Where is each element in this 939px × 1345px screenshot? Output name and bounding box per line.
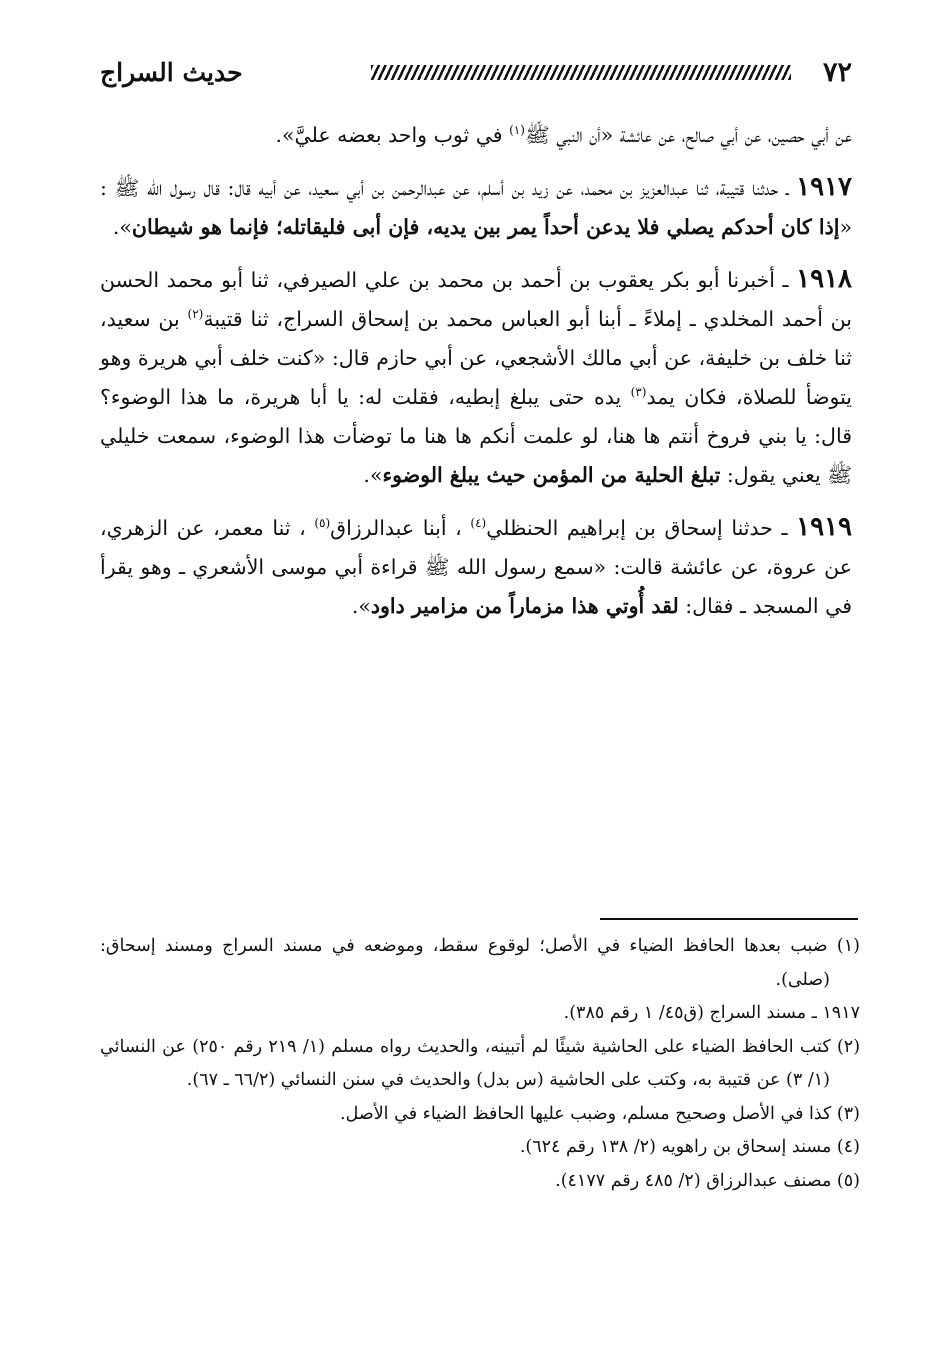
hadith-chain: ـ حدثنا إسحاق بن إبراهيم الحنظلي bbox=[486, 516, 797, 540]
footnote-4: (٤) مسند إسحاق بن راهويه (٢/ ١٣٨ رقم ٦٢٤). bbox=[519, 1137, 860, 1157]
closing-quote: ». bbox=[351, 594, 371, 618]
hadith-1918 bbox=[100, 260, 852, 495]
hadith-chain: ـ حدثنا قتيبة، ثنا عبدالعزيز بن محمد، عن زيد بن أسلم، عن عبدالرحمن بن أبي سعيد، عن أبيه قال: قال رسول الله ﷺ : « bbox=[100, 176, 852, 239]
paragraph-continuation bbox=[100, 116, 852, 155]
main-text bbox=[100, 116, 852, 639]
hadith-matn: لقد أُوتي هذا مزماراً من مزامير داود bbox=[370, 594, 679, 618]
hadith-1919 bbox=[100, 508, 852, 626]
hadith-number: ١٩١٨ bbox=[796, 264, 852, 294]
hadith-matn: إذا كان أحدكم يصلي فلا يدعن أحداً يمر بين يديه، فإن أبى فليقاتله؛ فإنما هو شيطان bbox=[131, 215, 840, 239]
footnote-3: (٣) كذا في الأصل وصحيح مسلم، وضبب عليها الحافظ الضياء في الأصل. bbox=[340, 1103, 860, 1124]
page-header bbox=[100, 52, 852, 92]
hadith-chain: ، ثنا معمر، عن الزهري، عن عروة، عن عائشة قالت: «سمع رسول الله ﷺ قراءة أبي موسى الأشعري ـ وهو يقرأ في المسجد ـ فقال: bbox=[100, 516, 852, 618]
hadith-chain: ، أبنا عبدالرزاق bbox=[330, 516, 471, 540]
hadith-number: ١٩١٧ bbox=[796, 172, 852, 202]
decorative-hatch-divider bbox=[371, 65, 791, 80]
footnote-marker: (٤) bbox=[470, 516, 487, 531]
footnote-marker: (٣) bbox=[630, 385, 647, 400]
paragraph-text: في ثوب واحد بعضه عليَّ». bbox=[275, 123, 510, 147]
hadith-matn: تبلغ الحلية من المؤمن حيث يبلغ الوضوء bbox=[382, 463, 721, 487]
footnote-2: (٢) كتب الحافظ الضياء على الحاشية شيئًا لم أتبينه، والحديث رواه مسلم (١/ ٢١٩ رقم ٢٥٠) عن النسائي (١/ ٣) عن قتيبة به، وكتب على الحاشية (س بدل) والحديث في سنن النسائي (٦٦/٢ ـ ٦٧). bbox=[100, 1036, 861, 1090]
running-title: حديث السراج bbox=[100, 57, 243, 87]
source-reference-1917: ١٩١٧ ـ مسند السراج (ق٤٥/ ١ رقم ٣٨٥). bbox=[563, 1003, 860, 1023]
hadith-chain: يده حتى يبلغ إبطيه، فقلت له: يا أبا هريرة، ما هذا الوضوء؟ قال: يا بني فروخ أنتم ها هنا، لو علمت أنكم ها هنا ما توضأت هذا الوضوء، سمعت خليلي ﷺ يعني يقول: bbox=[100, 385, 852, 487]
page-number: ٧٢ bbox=[822, 56, 852, 88]
footnote-marker: (١) bbox=[509, 123, 525, 138]
footnote-1: (١) ضبب بعدها الحافظ الضياء في الأصل؛ لوقوع سقط، وموضعه في مسند السراج ومسند إسحاق: (صلى). bbox=[100, 936, 860, 990]
footnote-5: (٥) مصنف عبدالرزاق (٢/ ٤٨٥ رقم ٤١٧٧). bbox=[555, 1170, 860, 1191]
footnotes bbox=[100, 930, 860, 1198]
hadith-chain: ـ أخبرنا أبو بكر يعقوب بن أحمد بن محمد بن علي الصيرفي، ثنا أبو محمد الحسن بن أحمد المخلدي ـ إملاءً ـ أبنا أبو العباس محمد بن إسحاق السراج، ثنا قتيبة bbox=[100, 268, 852, 331]
footnote-separator bbox=[600, 918, 858, 920]
paragraph-text: عن أبي حصين، عن أبي صالح، عن عائشة «أن النبي ﷺ bbox=[524, 123, 852, 147]
footnote-marker: (٢) bbox=[187, 307, 204, 322]
footnote-marker: (٥) bbox=[314, 516, 331, 531]
hadith-chain: بن سعيد، ثنا خلف بن خليفة، عن أبي مالك الأشجعي، عن أبي حازم قال: «كنت خلف أبي هريرة وهو يتوضأ للصلاة، فكان يمد bbox=[100, 307, 852, 409]
closing-quote: ». bbox=[363, 463, 383, 487]
closing-quote: ». bbox=[112, 215, 132, 239]
hadith-number: ١٩١٩ bbox=[796, 512, 852, 542]
hadith-1917 bbox=[100, 168, 852, 247]
